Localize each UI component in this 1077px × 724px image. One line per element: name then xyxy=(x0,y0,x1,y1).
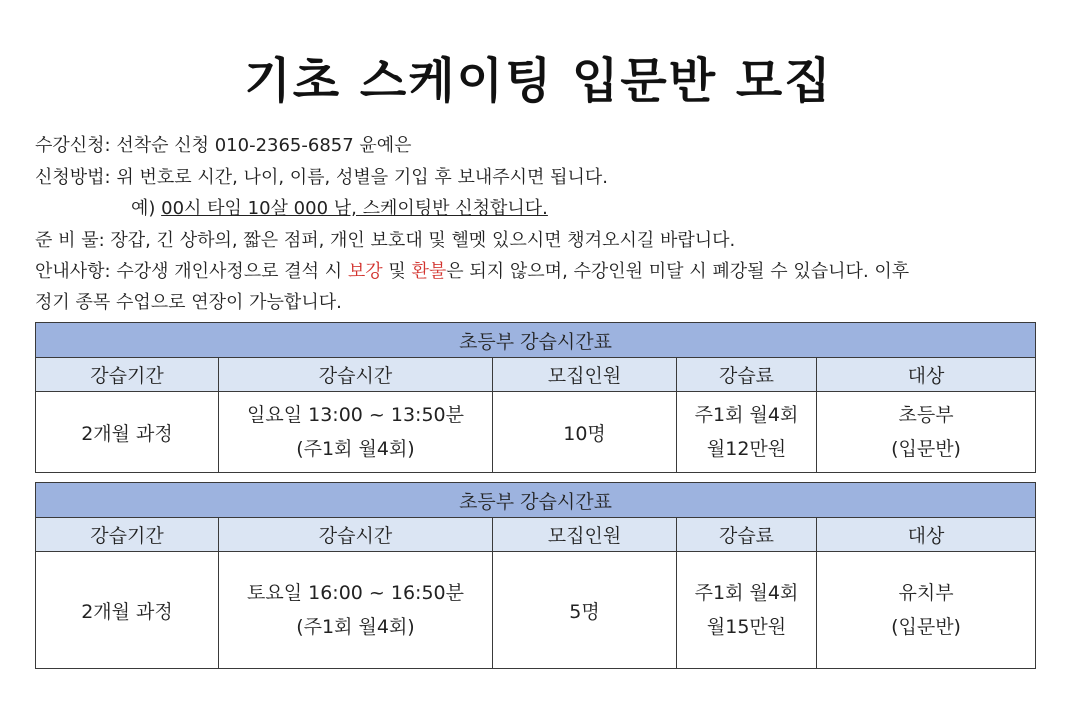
notice-refund: 환불 xyxy=(411,261,447,282)
header-time: 강습시간 xyxy=(219,518,493,552)
notice-part-b: 및 xyxy=(382,261,412,282)
header-time: 강습시간 xyxy=(219,358,493,392)
header-fee: 강습료 xyxy=(677,358,817,392)
info-notice xyxy=(35,257,1045,287)
cell-fee xyxy=(677,552,817,669)
header-period: 강습기간 xyxy=(36,518,219,552)
cell-target xyxy=(817,552,1036,669)
cell-fee xyxy=(677,392,817,473)
header-fee: 강습료 xyxy=(677,518,817,552)
schedule-table-2 xyxy=(35,482,1036,669)
target-group: 초등부 xyxy=(898,404,954,426)
cell-time xyxy=(219,552,493,669)
page-title: 기초 스케이팅 입문반 모집 xyxy=(244,53,833,109)
cell-capacity: 10명 xyxy=(493,392,677,473)
info-supplies: 준 비 물: 장갑, 긴 상하의, 짧은 점퍼, 개인 보호대 및 헬멧 있으시면 챙겨오시길 바랍니다. xyxy=(35,230,736,251)
table-caption: 초등부 강습시간표 xyxy=(36,483,1036,518)
cell-time xyxy=(219,392,493,473)
cell-target xyxy=(817,392,1036,473)
time-frequency: (주1회 월4회) xyxy=(296,438,415,460)
cell-capacity: 5명 xyxy=(493,552,677,669)
info-notice-continued: 정기 종목 수업으로 연장이 가능합니다. xyxy=(35,292,342,313)
time-schedule: 일요일 13:00 ~ 13:50분 xyxy=(247,404,464,426)
target-level: (입문반) xyxy=(891,616,961,638)
cell-period: 2개월 과정 xyxy=(36,552,219,669)
cell-period: 2개월 과정 xyxy=(36,392,219,473)
info-method: 신청방법: 위 번호로 시간, 나이, 이름, 성별을 기입 후 보내주시면 됩니다. xyxy=(35,167,609,188)
header-target: 대상 xyxy=(817,358,1036,392)
schedule-table-1 xyxy=(35,322,1036,473)
fee-amount: 월15만원 xyxy=(706,616,787,638)
fee-amount: 월12만원 xyxy=(706,438,787,460)
fee-frequency: 주1회 월4회 xyxy=(694,582,799,604)
info-example xyxy=(35,194,1077,224)
header-capacity: 모집인원 xyxy=(493,358,677,392)
target-level: (입문반) xyxy=(891,438,961,460)
header-period: 강습기간 xyxy=(36,358,219,392)
notice-part-c: 은 되지 않으며, 수강인원 미달 시 폐강될 수 있습니다. 이후 xyxy=(446,261,910,282)
fee-frequency: 주1회 월4회 xyxy=(694,404,799,426)
header-target: 대상 xyxy=(817,518,1036,552)
notice-makeup-class: 보강 xyxy=(347,261,383,282)
info-registration: 수강신청: 선착순 신청 010-2365-6857 윤예은 xyxy=(35,135,412,156)
target-group: 유치부 xyxy=(898,582,954,604)
example-text: 00시 타임 10살 000 남, 스케이팅반 신청합니다. xyxy=(161,198,548,219)
time-schedule: 토요일 16:00 ~ 16:50분 xyxy=(247,582,464,604)
time-frequency: (주1회 월4회) xyxy=(296,616,415,638)
header-capacity: 모집인원 xyxy=(493,518,677,552)
notice-part-a: 안내사항: 수강생 개인사정으로 결석 시 xyxy=(35,261,348,282)
example-prefix: 예) xyxy=(131,198,162,219)
table-caption: 초등부 강습시간표 xyxy=(36,323,1036,358)
